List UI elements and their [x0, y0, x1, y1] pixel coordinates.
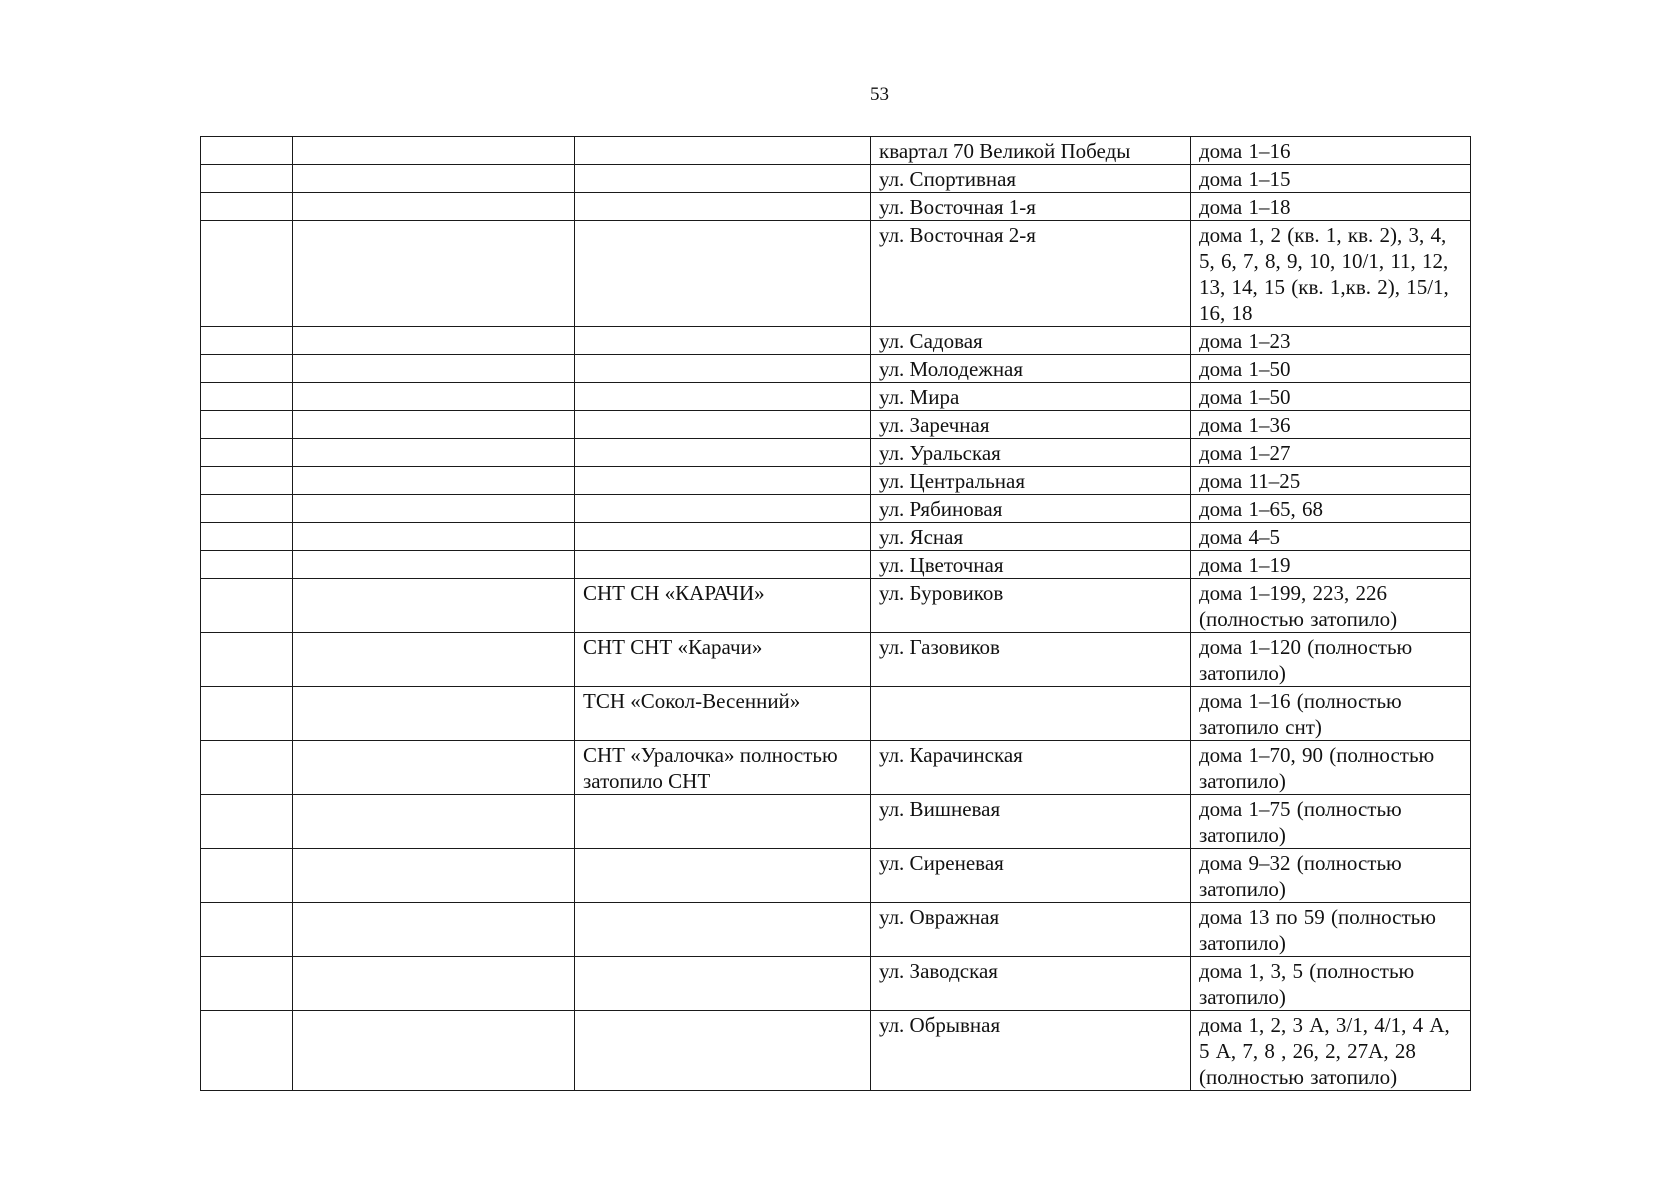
cell-number: [201, 355, 293, 383]
cell-number: [201, 383, 293, 411]
cell-houses: дома 1–23: [1191, 327, 1471, 355]
table-row: [201, 439, 1471, 467]
table-row: [201, 741, 1471, 795]
cell-municipality: [293, 687, 575, 741]
cell-number: [201, 221, 293, 327]
cell-street: ул. Заречная: [871, 411, 1191, 439]
cell-street: ул. Рябиновая: [871, 495, 1191, 523]
cell-houses: дома 1–120 (полностью затопило): [1191, 633, 1471, 687]
cell-street: ул. Молодежная: [871, 355, 1191, 383]
cell-settlement: [575, 957, 871, 1011]
table-row: [201, 355, 1471, 383]
cell-settlement: СНТ «Уралочка» полностью затопило СНТ: [575, 741, 871, 795]
cell-street: ул. Ясная: [871, 523, 1191, 551]
cell-number: [201, 193, 293, 221]
cell-number: [201, 741, 293, 795]
cell-settlement: [575, 137, 871, 165]
cell-municipality: [293, 633, 575, 687]
cell-settlement: ТСН «Сокол-Весенний»: [575, 687, 871, 741]
cell-settlement: [575, 523, 871, 551]
cell-municipality: [293, 355, 575, 383]
cell-settlement: [575, 551, 871, 579]
cell-settlement: СНТ СНТ «Карачи»: [575, 633, 871, 687]
table-row: [201, 495, 1471, 523]
cell-settlement: [575, 383, 871, 411]
cell-street: ул. Спортивная: [871, 165, 1191, 193]
table-row: [201, 687, 1471, 741]
cell-number: [201, 467, 293, 495]
cell-number: [201, 957, 293, 1011]
cell-street: ул. Мира: [871, 383, 1191, 411]
cell-number: [201, 903, 293, 957]
cell-houses: дома 1, 2, 3 А, 3/1, 4/1, 4 А, 5 А, 7, 8 , 26, 2, 27А, 28 (полностью затопило): [1191, 1011, 1471, 1091]
cell-municipality: [293, 383, 575, 411]
cell-houses: дома 1–27: [1191, 439, 1471, 467]
cell-street: ул. Восточная 2-я: [871, 221, 1191, 327]
table-row: [201, 957, 1471, 1011]
cell-street: квартал 70 Великой Победы: [871, 137, 1191, 165]
cell-municipality: [293, 221, 575, 327]
cell-settlement: [575, 1011, 871, 1091]
cell-number: [201, 795, 293, 849]
cell-settlement: [575, 411, 871, 439]
cell-houses: дома 1–16: [1191, 137, 1471, 165]
cell-street: ул. Вишневая: [871, 795, 1191, 849]
table-row: [201, 523, 1471, 551]
cell-municipality: [293, 903, 575, 957]
cell-houses: дома 1–36: [1191, 411, 1471, 439]
table-row: [201, 633, 1471, 687]
table-row: [201, 849, 1471, 903]
table-row: [201, 137, 1471, 165]
cell-houses: дома 11–25: [1191, 467, 1471, 495]
cell-municipality: [293, 467, 575, 495]
cell-municipality: [293, 849, 575, 903]
cell-houses: дома 1, 3, 5 (полностью затопило): [1191, 957, 1471, 1011]
cell-street: ул. Центральная: [871, 467, 1191, 495]
cell-number: [201, 137, 293, 165]
cell-number: [201, 439, 293, 467]
table-row: [201, 467, 1471, 495]
table-row: [201, 551, 1471, 579]
cell-houses: дома 1–70, 90 (полностью затопило): [1191, 741, 1471, 795]
cell-street: ул. Сиреневая: [871, 849, 1191, 903]
cell-number: [201, 495, 293, 523]
cell-municipality: [293, 327, 575, 355]
cell-municipality: [293, 193, 575, 221]
cell-houses: дома 1–65, 68: [1191, 495, 1471, 523]
cell-municipality: [293, 795, 575, 849]
cell-houses: дома 1–19: [1191, 551, 1471, 579]
cell-street: ул. Восточная 1-я: [871, 193, 1191, 221]
page-number: 53: [870, 84, 889, 105]
table-row: [201, 579, 1471, 633]
table-row: [201, 1011, 1471, 1091]
cell-street: ул. Обрывная: [871, 1011, 1191, 1091]
cell-street: ул. Газовиков: [871, 633, 1191, 687]
cell-houses: дома 1–75 (полностью затопило): [1191, 795, 1471, 849]
table-row: [201, 903, 1471, 957]
cell-municipality: [293, 957, 575, 1011]
cell-houses: дома 1–15: [1191, 165, 1471, 193]
cell-street: ул. Цветочная: [871, 551, 1191, 579]
cell-houses: дома 1–18: [1191, 193, 1471, 221]
table-row: [201, 221, 1471, 327]
cell-municipality: [293, 495, 575, 523]
cell-municipality: [293, 551, 575, 579]
table-row: [201, 795, 1471, 849]
cell-number: [201, 1011, 293, 1091]
table-body: [201, 137, 1471, 1091]
cell-houses: дома 1–199, 223, 226 (полностью затопило): [1191, 579, 1471, 633]
addresses-table: [200, 136, 1471, 1091]
cell-number: [201, 633, 293, 687]
cell-settlement: [575, 439, 871, 467]
cell-number: [201, 551, 293, 579]
cell-street: ул. Буровиков: [871, 579, 1191, 633]
cell-settlement: [575, 165, 871, 193]
cell-houses: дома 1–50: [1191, 355, 1471, 383]
cell-street: ул. Уральская: [871, 439, 1191, 467]
cell-houses: дома 13 по 59 (полностью затопило): [1191, 903, 1471, 957]
cell-municipality: [293, 439, 575, 467]
cell-number: [201, 687, 293, 741]
cell-municipality: [293, 741, 575, 795]
cell-number: [201, 327, 293, 355]
table-row: [201, 383, 1471, 411]
cell-houses: дома 1–16 (полностью затопило снт): [1191, 687, 1471, 741]
cell-houses: дома 4–5: [1191, 523, 1471, 551]
table-row: [201, 165, 1471, 193]
cell-settlement: СНТ СН «КАРАЧИ»: [575, 579, 871, 633]
cell-municipality: [293, 1011, 575, 1091]
cell-street: ул. Овражная: [871, 903, 1191, 957]
cell-municipality: [293, 579, 575, 633]
cell-settlement: [575, 193, 871, 221]
table-row: [201, 411, 1471, 439]
cell-settlement: [575, 355, 871, 383]
cell-municipality: [293, 523, 575, 551]
cell-number: [201, 523, 293, 551]
cell-settlement: [575, 849, 871, 903]
cell-number: [201, 165, 293, 193]
cell-number: [201, 411, 293, 439]
cell-municipality: [293, 411, 575, 439]
cell-street: ул. Заводская: [871, 957, 1191, 1011]
cell-number: [201, 579, 293, 633]
cell-number: [201, 849, 293, 903]
table-row: [201, 193, 1471, 221]
cell-settlement: [575, 327, 871, 355]
cell-municipality: [293, 165, 575, 193]
cell-street: ул. Карачинская: [871, 741, 1191, 795]
cell-houses: дома 9–32 (полностью затопило): [1191, 849, 1471, 903]
cell-street: [871, 687, 1191, 741]
cell-settlement: [575, 467, 871, 495]
cell-settlement: [575, 795, 871, 849]
cell-settlement: [575, 495, 871, 523]
table-row: [201, 327, 1471, 355]
cell-settlement: [575, 903, 871, 957]
cell-municipality: [293, 137, 575, 165]
cell-houses: дома 1, 2 (кв. 1, кв. 2), 3, 4, 5, 6, 7, 8, 9, 10, 10/1, 11, 12, 13, 14, 15 (кв. 1,кв. 2), 15/1, 16, 18: [1191, 221, 1471, 327]
cell-street: ул. Садовая: [871, 327, 1191, 355]
cell-settlement: [575, 221, 871, 327]
cell-houses: дома 1–50: [1191, 383, 1471, 411]
